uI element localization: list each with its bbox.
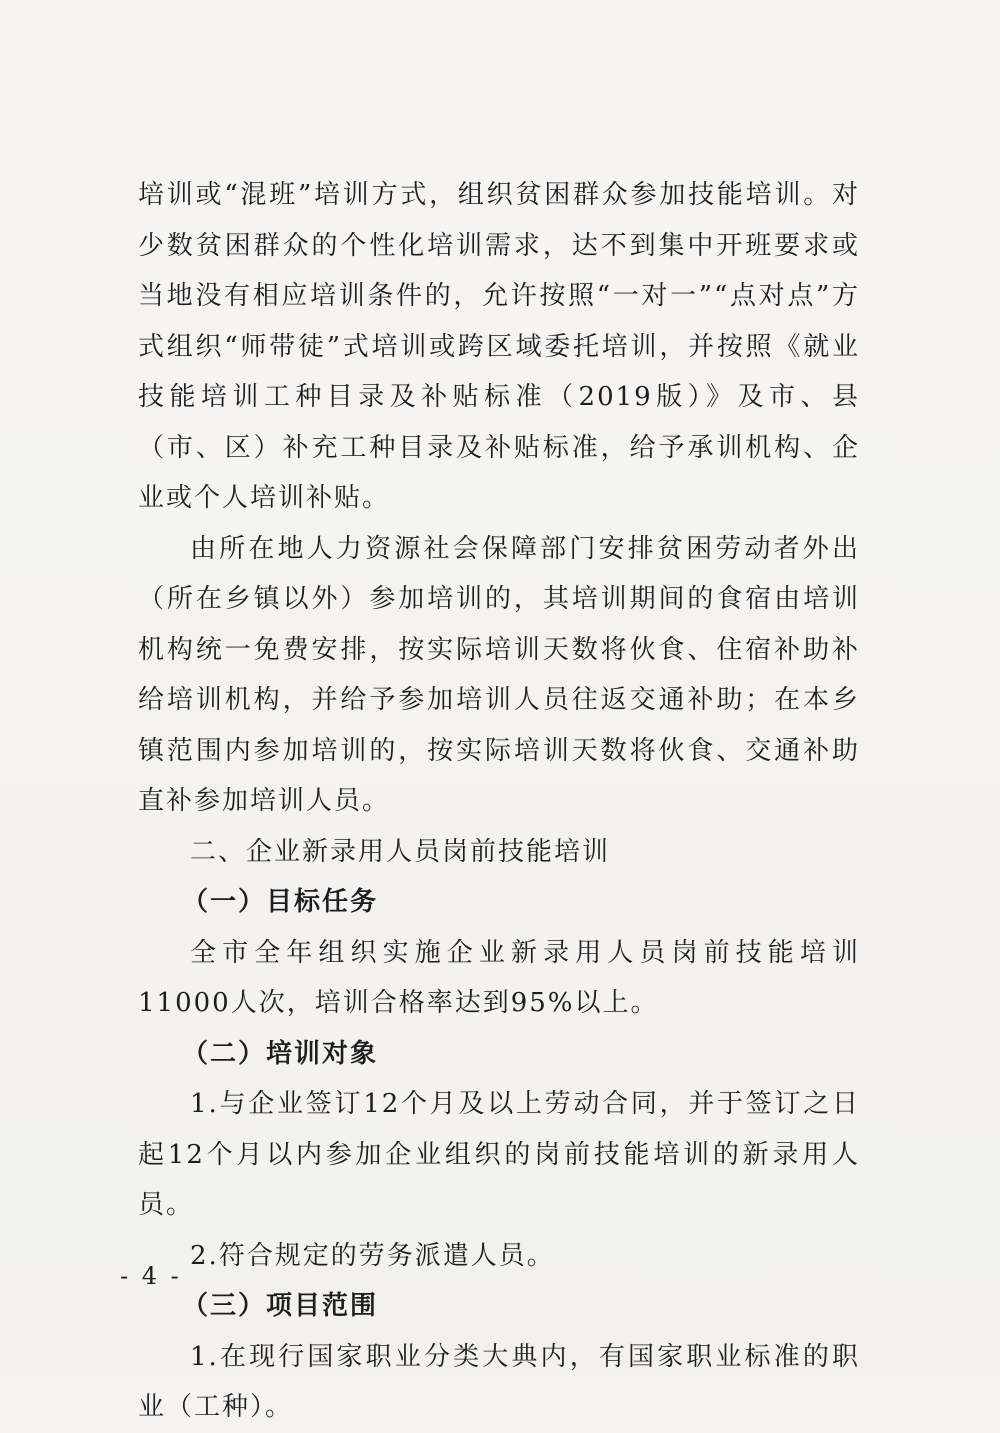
subheading-project-scope: （三）项目范围	[182, 1291, 379, 1321]
paragraph-5: 2.符合规定的劳务派遣人员。	[190, 1240, 555, 1271]
paragraph-6: 1.在现行国家职业分类大典内，有国家职业标准的职业（工种）。	[138, 1341, 860, 1422]
paragraph-1: 培训或“混班”培训方式，组织贫困群众参加技能培训。对少数贫困群众的个性化培训需求，达不到集中开班要求或当地没有相应培训条件的，允许按照“一对一”“点对点”方式组织“师带徒”式培训或跨区域委托培训，并按照《就业技能培训工种目录及补贴标准（2019版）》及市、县（市、区）补充工种目录及补贴标准，给予承训机构、企业或个人培训补贴。	[138, 180, 860, 513]
document-body	[138, 170, 860, 1433]
subheading-training-target: （二）培训对象	[182, 1038, 379, 1069]
paragraph-3: 全市全年组织实施企业新录用人员岗前技能培训11000人次，培训合格率达到95%以上。	[138, 937, 860, 1018]
paragraph-2: 由所在地人力资源社会保障部门安排贫困劳动者外出（所在乡镇以外）参加培训的，其培训期间的食宿由培训机构统一免费安排，按实际培训天数将伙食、住宿补助补给培训机构，并给予参加培训人员往返交通补助；在本乡镇范围内参加培训的，按实际培训天数将伙食、交通补助直补参加培训人员。	[138, 533, 860, 816]
section-heading-2: 二、企业新录用人员岗前技能培训	[190, 836, 611, 867]
page-number: - 4 -	[120, 1262, 182, 1290]
subheading-target-task: （一）目标任务	[182, 887, 379, 917]
paragraph-4: 1.与企业签订12个月及以上劳动合同，并于签订之日起12个月以内参加企业组织的岗前技能培训的新录用人员。	[138, 1089, 860, 1220]
